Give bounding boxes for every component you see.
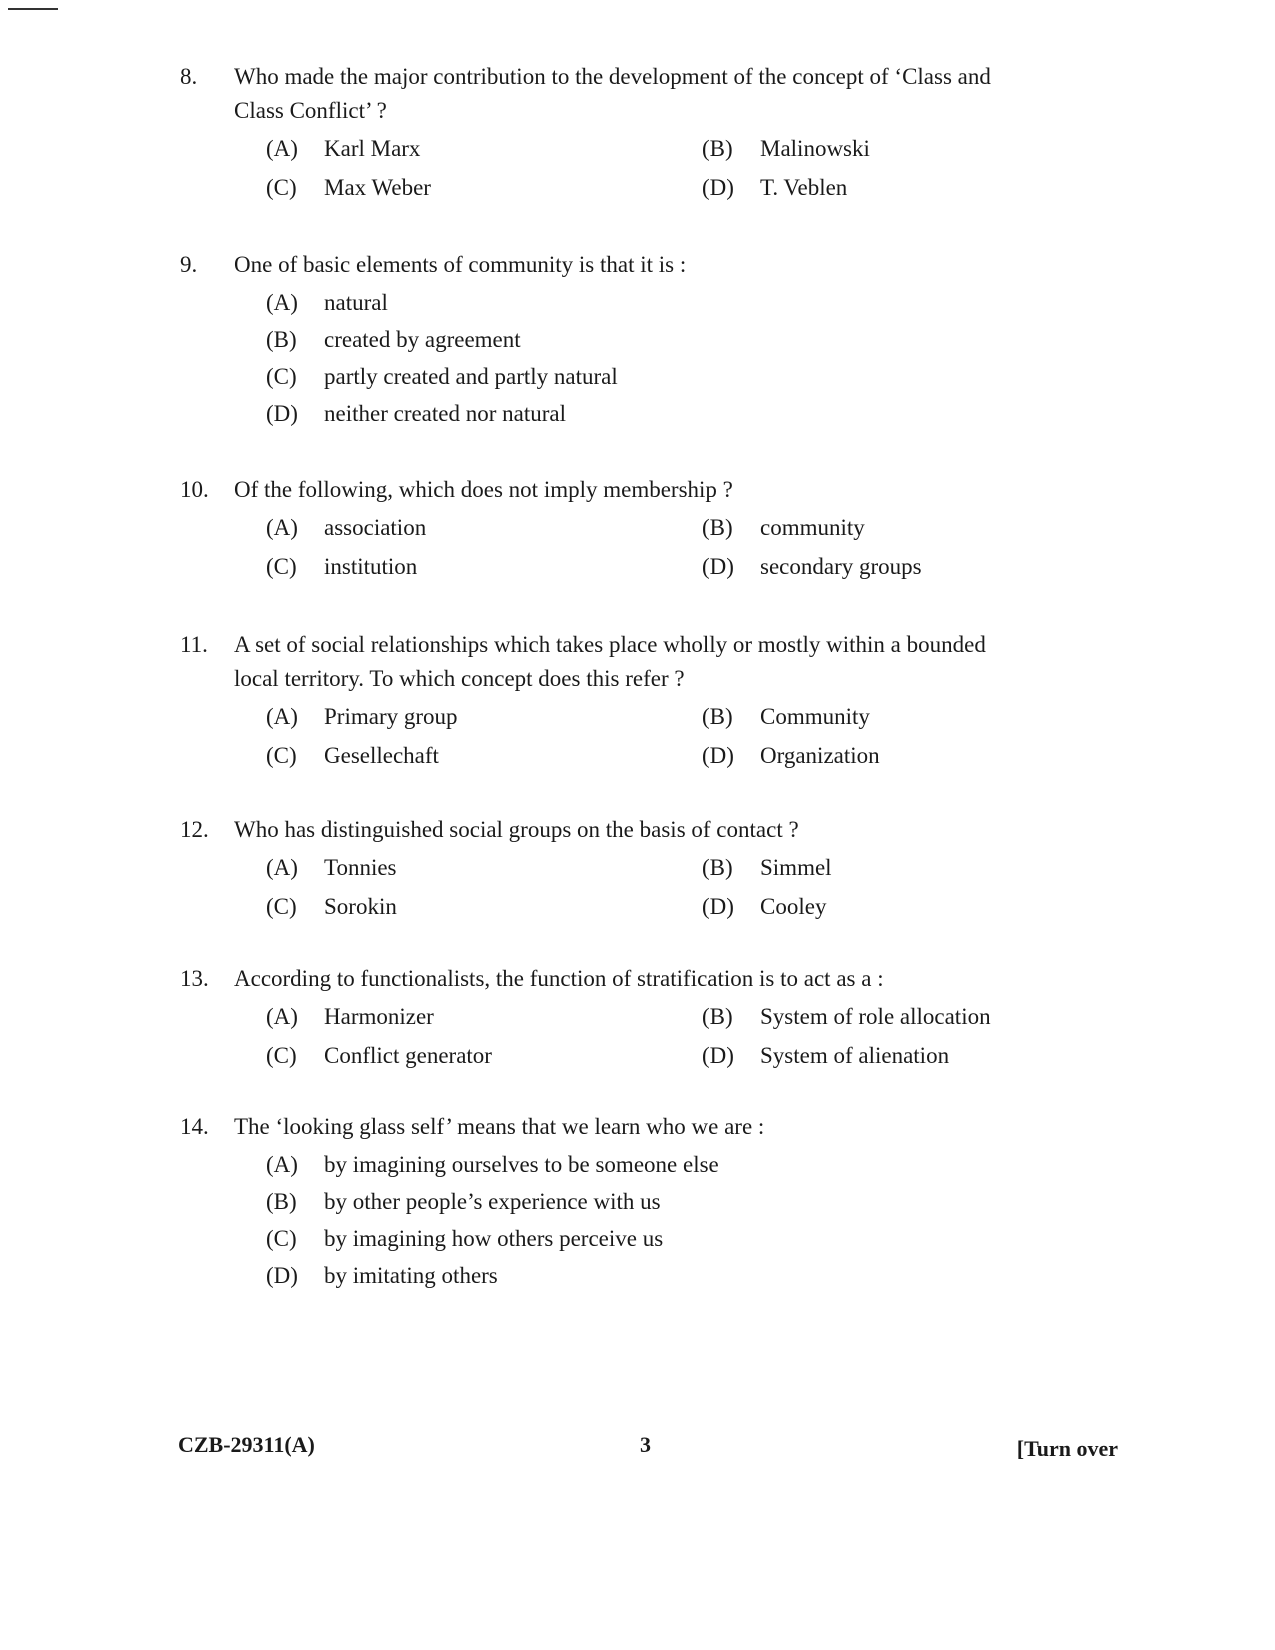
option-letter: (D) [266, 1263, 298, 1288]
option-letter: (D) [702, 894, 734, 919]
option-text: Community [760, 704, 870, 729]
option-text: Gesellechaft [324, 743, 439, 768]
question-stem [180, 248, 1030, 282]
option-letter: (A) [266, 515, 298, 540]
option-letter: (D) [702, 554, 734, 579]
question-text: According to functionalists, the function of stratification is to act as a : [234, 966, 884, 991]
question-number: 12. [180, 817, 209, 842]
question-11 [180, 628, 1030, 778]
option-text: System of role allocation [760, 1004, 991, 1029]
question-text: Of the following, which does not imply membership ? [234, 477, 733, 502]
option-text: neither created nor natural [324, 401, 567, 426]
option-letter: (D) [702, 175, 734, 200]
option-letter: (B) [266, 1189, 297, 1214]
question-stem [180, 628, 1030, 696]
page-footer [178, 1432, 1118, 1462]
option-a[interactable] [266, 286, 702, 323]
option-c[interactable] [266, 890, 702, 929]
option-a[interactable] [266, 851, 702, 890]
option-b[interactable] [702, 1000, 1002, 1039]
question-stem [180, 962, 1030, 996]
option-d[interactable] [702, 171, 1002, 210]
option-text: Conflict generator [324, 1043, 492, 1068]
option-letter: (A) [266, 704, 298, 729]
option-d[interactable] [702, 739, 1002, 778]
option-d[interactable] [266, 1259, 702, 1296]
question-8 [180, 60, 1030, 210]
question-text: One of basic elements of community is that it is : [234, 252, 687, 277]
option-text: T. Veblen [760, 175, 848, 200]
option-text: Sorokin [324, 894, 397, 919]
option-c[interactable] [266, 1222, 702, 1259]
option-letter: (C) [266, 894, 297, 919]
option-d[interactable] [702, 890, 1002, 929]
option-letter: (A) [266, 290, 298, 315]
option-letter: (A) [266, 855, 298, 880]
option-c[interactable] [266, 171, 702, 210]
question-13 [180, 962, 1030, 1078]
question-12 [180, 813, 1030, 929]
options-grid [180, 511, 1030, 589]
question-14 [180, 1110, 1030, 1296]
options-list [180, 286, 1030, 434]
option-text: association [324, 515, 427, 540]
option-b[interactable] [266, 323, 702, 360]
question-text: Who has distinguished social groups on the basis of contact ? [234, 817, 799, 842]
question-text: A set of social relationships which takes place wholly or mostly within a bounded local territory. To which concept does this refer ? [234, 632, 986, 691]
option-letter: (C) [266, 175, 297, 200]
option-b[interactable] [702, 511, 1002, 550]
options-grid [180, 132, 1030, 210]
option-d[interactable] [266, 397, 702, 434]
question-number: 9. [180, 252, 198, 277]
question-text: Who made the major contribution to the development of the concept of ‘Class and Class Conflict’ ? [234, 64, 991, 123]
option-text: Organization [760, 743, 880, 768]
option-letter: (C) [266, 743, 297, 768]
option-letter: (B) [702, 515, 733, 540]
options-list [180, 1148, 1030, 1296]
options-grid [180, 851, 1030, 929]
option-text: Cooley [760, 894, 827, 919]
option-b[interactable] [702, 132, 1002, 171]
question-number: 8. [180, 64, 198, 89]
question-stem [180, 60, 1030, 128]
option-letter: (C) [266, 554, 297, 579]
option-text: Karl Marx [324, 136, 421, 161]
question-stem [180, 813, 1030, 847]
option-a[interactable] [266, 132, 702, 171]
question-number: 13. [180, 966, 209, 991]
option-d[interactable] [702, 550, 1002, 589]
option-text: Primary group [324, 704, 458, 729]
option-c[interactable] [266, 739, 702, 778]
option-text: System of alienation [760, 1043, 950, 1068]
option-b[interactable] [702, 700, 1002, 739]
option-letter: (B) [702, 1004, 733, 1029]
question-9 [180, 248, 1030, 434]
option-text: by imagining ourselves to be someone else [324, 1152, 719, 1177]
option-text: Harmonizer [324, 1004, 434, 1029]
option-a[interactable] [266, 511, 702, 550]
option-letter: (A) [266, 136, 298, 161]
question-text: The ‘looking glass self’ means that we learn who we are : [234, 1114, 765, 1139]
option-letter: (D) [702, 743, 734, 768]
option-d[interactable] [702, 1039, 1002, 1078]
option-a[interactable] [266, 1148, 719, 1185]
option-text: Tonnies [324, 855, 397, 880]
option-b[interactable] [266, 1185, 702, 1222]
option-letter: (C) [266, 364, 297, 389]
option-b[interactable] [702, 851, 1002, 890]
option-letter: (A) [266, 1152, 298, 1177]
question-stem [180, 473, 1030, 507]
option-letter: (D) [702, 1043, 734, 1068]
option-text: institution [324, 554, 418, 579]
option-text: by other people’s experience with us [324, 1189, 661, 1214]
option-text: natural [324, 290, 388, 315]
option-letter: (A) [266, 1004, 298, 1029]
option-text: Simmel [760, 855, 832, 880]
option-text: by imitating others [324, 1263, 498, 1288]
option-a[interactable] [266, 700, 702, 739]
option-a[interactable] [266, 1000, 702, 1039]
question-stem [180, 1110, 1030, 1144]
option-c[interactable] [266, 1039, 702, 1078]
page-number: 3 [640, 1432, 651, 1457]
question-10 [180, 473, 1030, 589]
option-text: Max Weber [324, 175, 431, 200]
option-text: created by agreement [324, 327, 521, 352]
option-letter: (D) [266, 401, 298, 426]
option-letter: (B) [702, 855, 733, 880]
question-number: 10. [180, 477, 209, 502]
options-grid [180, 700, 1030, 778]
question-number: 11. [180, 632, 208, 657]
option-text: secondary groups [760, 554, 922, 579]
option-text: partly created and partly natural [324, 364, 618, 389]
turn-over-note: [Turn over [1016, 1436, 1118, 1461]
question-number: 14. [180, 1114, 209, 1139]
option-letter: (B) [702, 136, 733, 161]
option-text: Malinowski [760, 136, 870, 161]
option-letter: (C) [266, 1226, 297, 1251]
option-c[interactable] [266, 360, 702, 397]
options-grid [180, 1000, 1030, 1078]
option-letter: (B) [702, 704, 733, 729]
option-text: community [760, 515, 865, 540]
option-letter: (C) [266, 1043, 297, 1068]
option-letter: (B) [266, 327, 297, 352]
option-c[interactable] [266, 550, 702, 589]
option-text: by imagining how others perceive us [324, 1226, 664, 1251]
paper-code: CZB-29311(A) [178, 1432, 315, 1457]
